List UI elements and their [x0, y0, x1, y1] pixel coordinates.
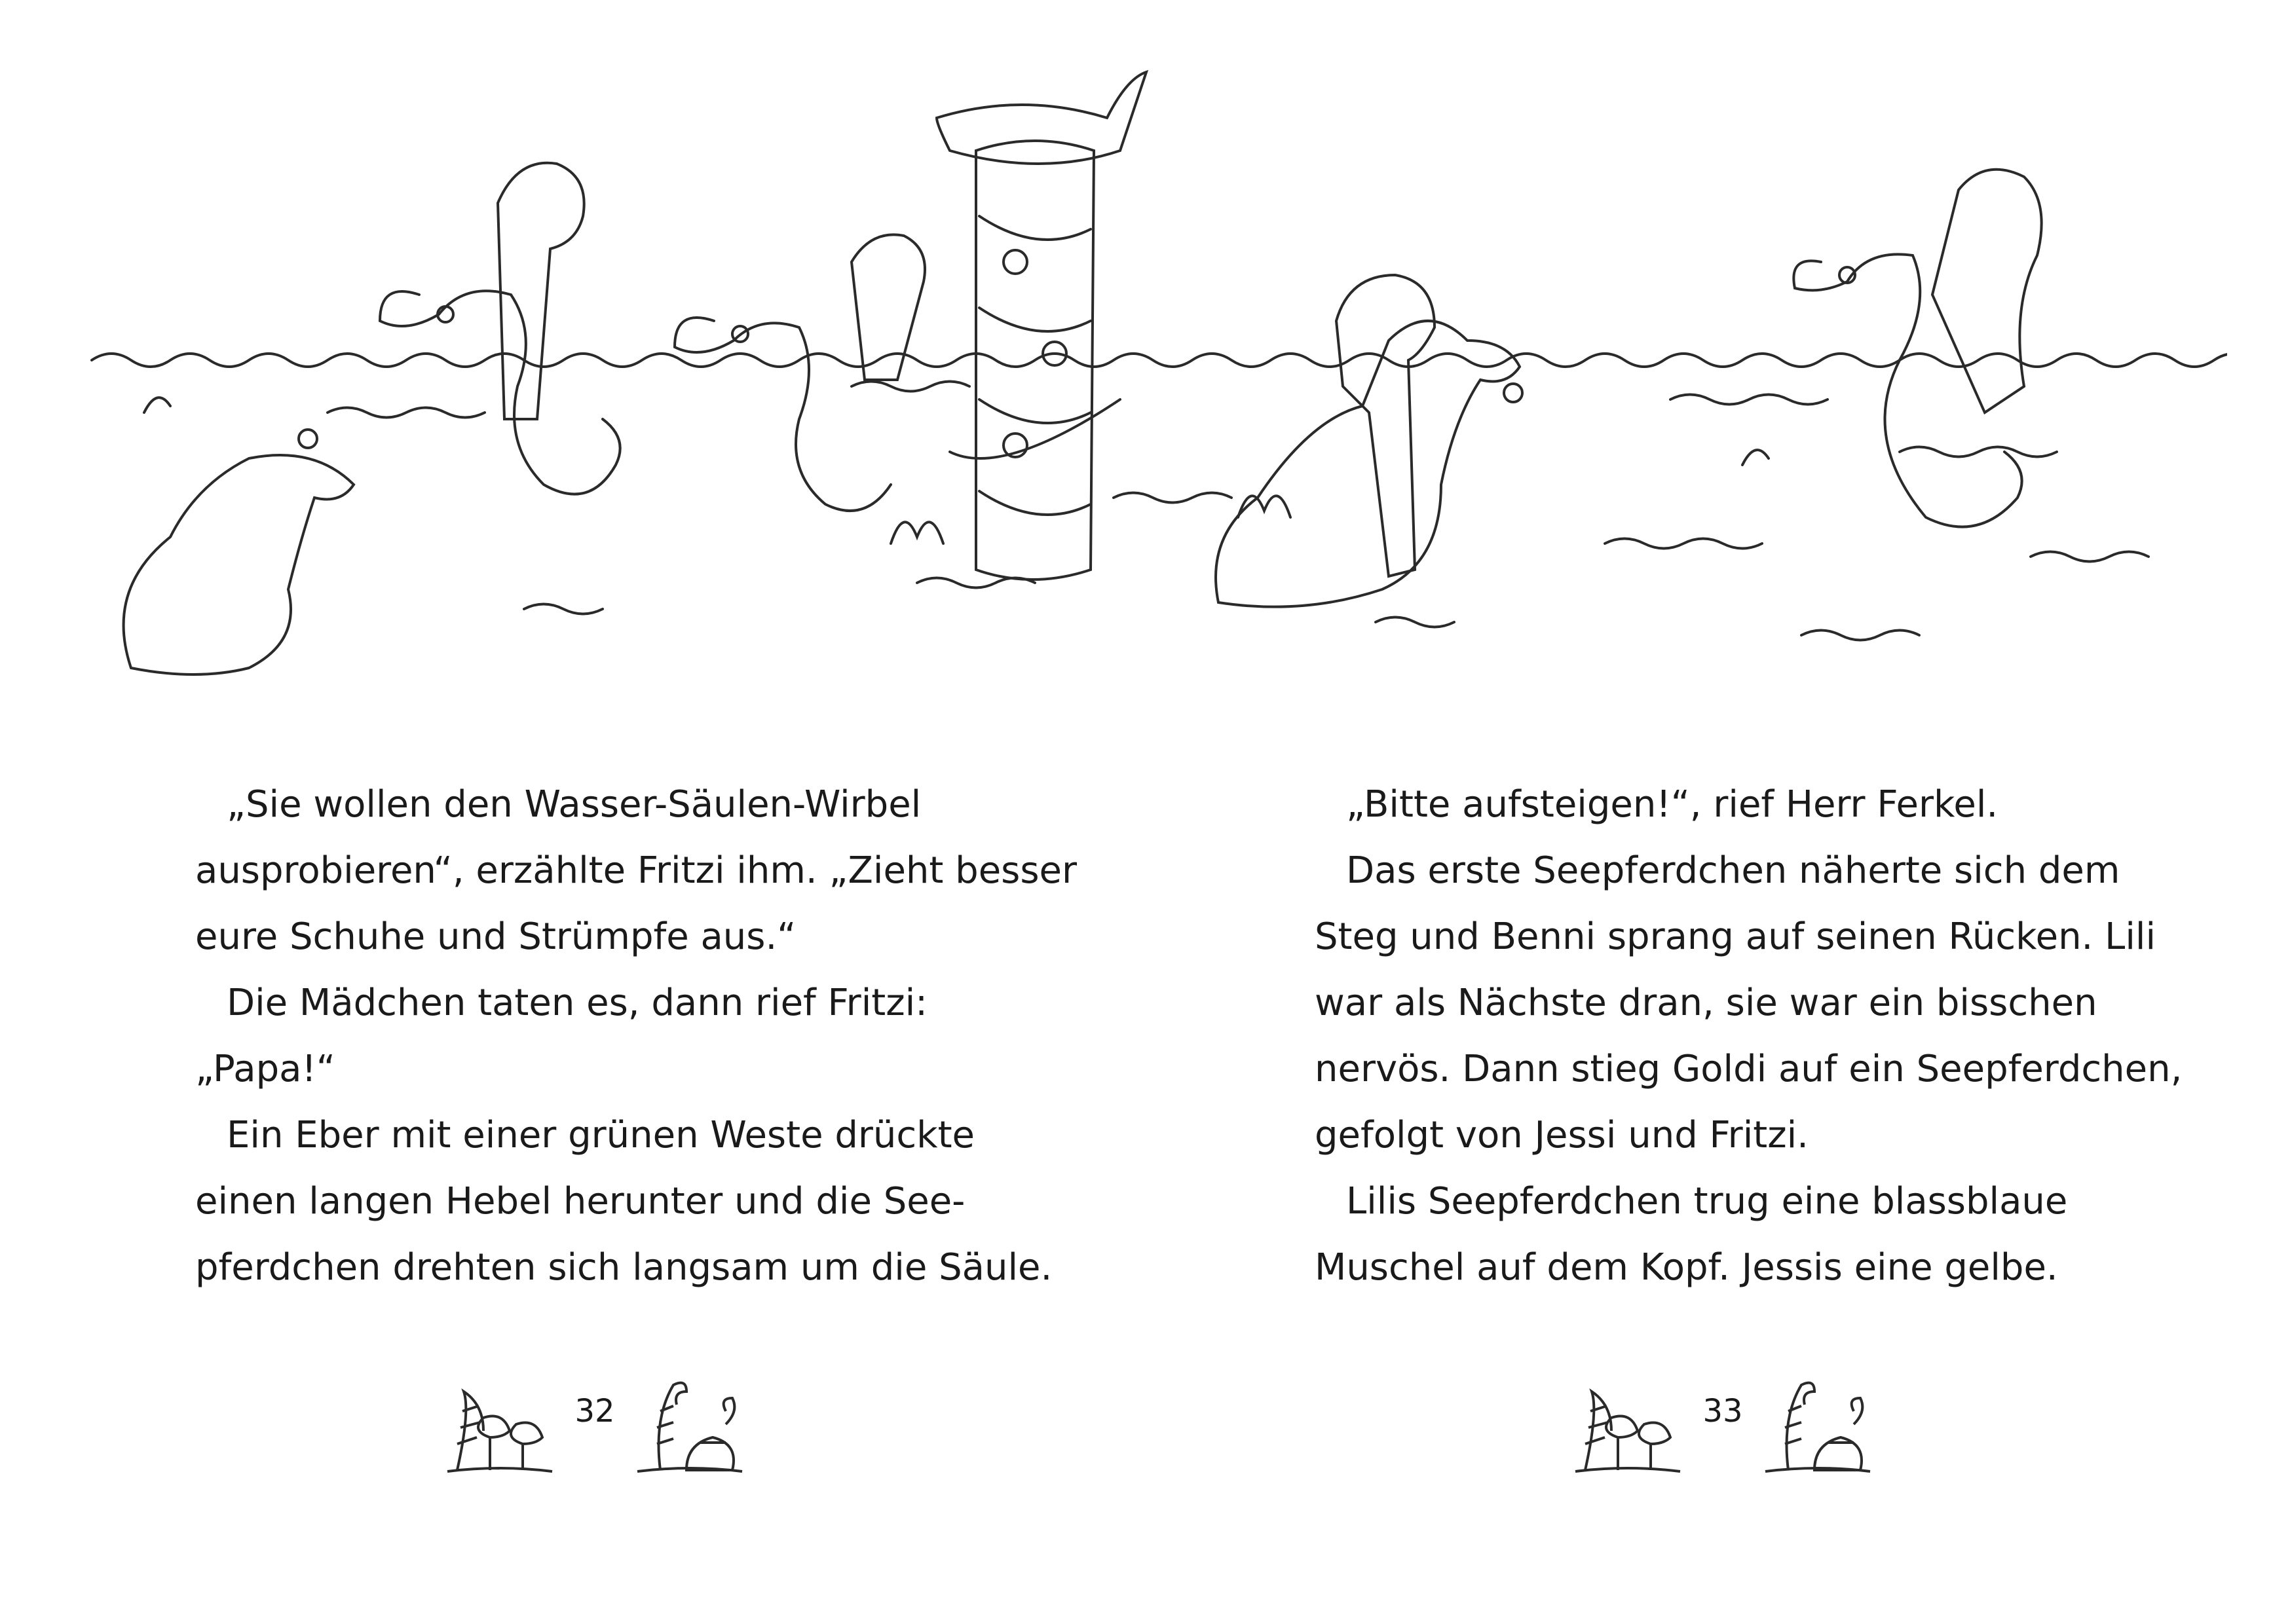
right-page-text-line: Das erste Seepferdchen näherte sich dem [1346, 849, 2120, 892]
page-number-right: 33 [1702, 1393, 1743, 1430]
right-page-text-line: Muschel auf dem Kopf. Jessis eine gelbe. [1315, 1246, 2058, 1289]
right-page-text-line: Steg und Benni sprang auf seinen Rücken. Lili [1315, 915, 2156, 958]
water-splashes [144, 397, 1769, 544]
right-page-text-line: „Bitte aufsteigen!“, rief Herr Ferkel. [1346, 783, 1999, 826]
water-pillar [937, 72, 1146, 580]
water-waves [92, 354, 2227, 640]
right-page-text-line: gefolgt von Jessi und Fritzi. [1315, 1114, 1809, 1156]
fern-mushroom-ornament-icon [634, 1372, 745, 1477]
left-page-text-line: „Papa!“ [195, 1048, 335, 1090]
left-page-text-line: einen langen Hebel herunter und die See- [195, 1180, 966, 1223]
mushroom-fern-ornament-icon [444, 1372, 555, 1477]
left-page-text-line: Die Mädchen taten es, dann rief Fritzi: [227, 982, 928, 1024]
left-page-text-line: Ein Eber mit einer grünen Weste drückte [227, 1114, 975, 1156]
right-page-text-line: nervös. Dann stieg Goldi auf ein Seepferdchen, [1315, 1048, 2183, 1090]
seahorse-carousel-illustration [66, 46, 2227, 701]
left-page-text-line: pferdchen drehten sich langsam um die Säule. [195, 1246, 1053, 1289]
left-page-text-line: „Sie wollen den Wasser-Säulen-Wirbel [227, 783, 922, 826]
page-footer-right [1572, 1372, 1873, 1477]
fern-mushroom-ornament-icon [1762, 1372, 1873, 1477]
left-page-text-line: eure Schuhe und Strümpfe aus.“ [195, 915, 797, 958]
right-page-text [1315, 771, 2183, 1301]
mushroom-fern-ornament-icon [1572, 1372, 1683, 1477]
left-page-text-line: ausprobieren“, erzählte Fritzi ihm. „Zieht besser [195, 849, 1077, 892]
right-page-text-line: war als Nächste dran, sie war ein bisschen [1315, 982, 2097, 1024]
left-page-text [195, 771, 1077, 1301]
page-footer-left [444, 1372, 745, 1477]
right-page-text-line: Lilis Seepferdchen trug eine blassblaue [1346, 1180, 2068, 1223]
page-number-left: 32 [574, 1393, 615, 1430]
seahorse-figures [124, 163, 2042, 674]
